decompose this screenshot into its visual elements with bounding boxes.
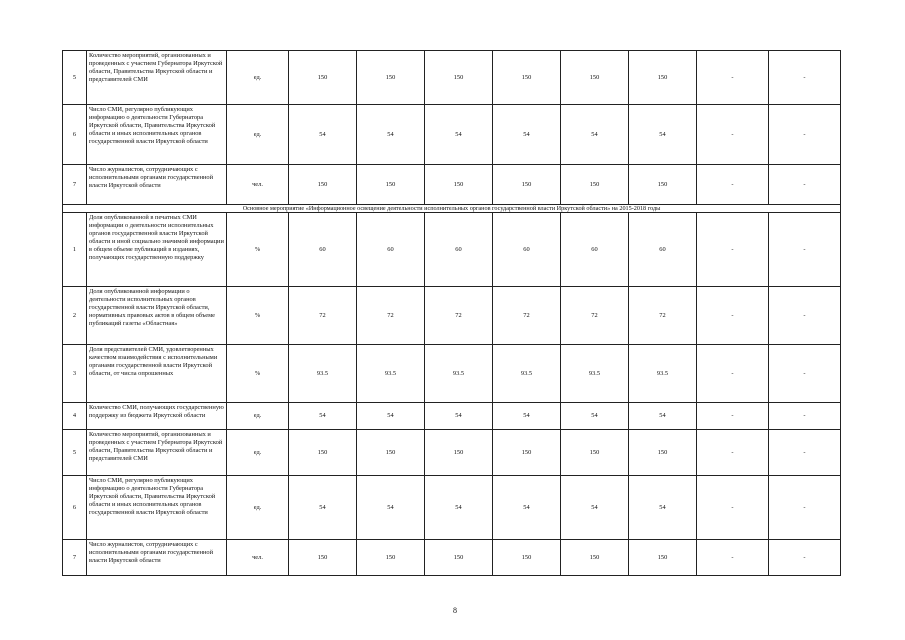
- table-row: [63, 51, 841, 105]
- unit-cell: чел.: [227, 540, 289, 576]
- section-title: Основное мероприятие «Информационное освещение деятельности исполнительных органов государственной власти Иркутской области» на 2015-2018 годы: [63, 205, 841, 213]
- value-cell: 54: [425, 105, 493, 165]
- value-cell: 150: [493, 540, 561, 576]
- value-cell: 150: [561, 51, 629, 105]
- unit-cell: ед.: [227, 476, 289, 540]
- value-cell: 54: [493, 403, 561, 430]
- value-cell: 54: [357, 476, 425, 540]
- value-cell: 60: [629, 213, 697, 287]
- value-cell: -: [697, 105, 769, 165]
- value-cell: 72: [561, 287, 629, 345]
- value-cell: 150: [425, 540, 493, 576]
- unit-cell: ед.: [227, 51, 289, 105]
- value-cell: 150: [357, 430, 425, 476]
- value-cell: 72: [629, 287, 697, 345]
- table-row: [63, 165, 841, 205]
- row-number: 6: [63, 476, 87, 540]
- value-cell: 60: [289, 213, 357, 287]
- unit-cell: чел.: [227, 165, 289, 205]
- value-cell: 93.5: [629, 345, 697, 403]
- value-cell: 72: [289, 287, 357, 345]
- value-cell: 93.5: [289, 345, 357, 403]
- row-number: 1: [63, 213, 87, 287]
- value-cell: 150: [561, 430, 629, 476]
- value-cell: -: [769, 213, 841, 287]
- indicator-name: Количество мероприятий, организованных и проведенных с участием Губернатора Иркутской области, Правительства Иркутской области и представителей СМИ: [87, 51, 227, 105]
- value-cell: 54: [561, 105, 629, 165]
- value-cell: -: [697, 51, 769, 105]
- document-page: [62, 50, 840, 576]
- value-cell: 150: [425, 430, 493, 476]
- table-row: [63, 476, 841, 540]
- row-number: 7: [63, 165, 87, 205]
- value-cell: 72: [425, 287, 493, 345]
- section-row: [63, 205, 841, 213]
- value-cell: 150: [493, 430, 561, 476]
- value-cell: 60: [561, 213, 629, 287]
- unit-cell: %: [227, 345, 289, 403]
- indicator-name: Доля опубликованной информации о деятельности исполнительных органов государственной власти Иркутской области, нормативных правовых актов в общем объеме публикаций газеты «Областная»: [87, 287, 227, 345]
- value-cell: -: [697, 540, 769, 576]
- value-cell: -: [697, 165, 769, 205]
- unit-cell: ед.: [227, 403, 289, 430]
- row-number: 2: [63, 287, 87, 345]
- value-cell: 150: [289, 540, 357, 576]
- indicator-name: Число журналистов, сотрудничающих с исполнительными органами государственной власти Иркутской области: [87, 540, 227, 576]
- value-cell: 54: [561, 403, 629, 430]
- value-cell: 150: [629, 165, 697, 205]
- section-body: [63, 205, 841, 213]
- row-number: 6: [63, 105, 87, 165]
- value-cell: 93.5: [425, 345, 493, 403]
- value-cell: 150: [493, 51, 561, 105]
- value-cell: 54: [357, 403, 425, 430]
- unit-cell: ед.: [227, 105, 289, 165]
- unit-cell: %: [227, 213, 289, 287]
- value-cell: -: [769, 430, 841, 476]
- value-cell: 60: [357, 213, 425, 287]
- value-cell: 54: [289, 403, 357, 430]
- table-row: [63, 540, 841, 576]
- table-row: [63, 430, 841, 476]
- value-cell: 150: [289, 430, 357, 476]
- value-cell: 54: [425, 476, 493, 540]
- value-cell: -: [769, 476, 841, 540]
- value-cell: 150: [561, 165, 629, 205]
- indicator-name: Количество СМИ, получающих государственную поддержку из бюджета Иркутской области: [87, 403, 227, 430]
- row-number: 5: [63, 51, 87, 105]
- value-cell: 150: [629, 540, 697, 576]
- table-body-top: [63, 51, 841, 205]
- value-cell: 54: [629, 476, 697, 540]
- indicators-table: [62, 50, 841, 576]
- value-cell: 150: [357, 165, 425, 205]
- row-number: 5: [63, 430, 87, 476]
- value-cell: 150: [289, 51, 357, 105]
- value-cell: 93.5: [357, 345, 425, 403]
- indicator-name: Доля представителей СМИ, удовлетворенных качеством взаимодействия с исполнительными органами государственной власти Иркутской области, от числа опрошенных: [87, 345, 227, 403]
- value-cell: -: [769, 287, 841, 345]
- indicator-name: Число СМИ, регулярно публикующих информацию о деятельности Губернатора Иркутской области, Правительства Иркутской области и иных исполнительных органов государственной власти Иркутской области: [87, 105, 227, 165]
- value-cell: -: [697, 430, 769, 476]
- value-cell: -: [769, 105, 841, 165]
- value-cell: -: [769, 51, 841, 105]
- value-cell: 93.5: [493, 345, 561, 403]
- value-cell: 150: [357, 51, 425, 105]
- table-row: [63, 287, 841, 345]
- value-cell: 54: [629, 105, 697, 165]
- value-cell: -: [769, 165, 841, 205]
- value-cell: 150: [425, 51, 493, 105]
- value-cell: 72: [493, 287, 561, 345]
- value-cell: -: [769, 540, 841, 576]
- value-cell: 54: [425, 403, 493, 430]
- value-cell: 60: [493, 213, 561, 287]
- value-cell: 72: [357, 287, 425, 345]
- value-cell: -: [697, 213, 769, 287]
- value-cell: 54: [289, 105, 357, 165]
- indicator-name: Число СМИ, регулярно публикующих информацию о деятельности Губернатора Иркутской области, Правительства Иркутской области и иных исполнительных органов государственной власти Иркутской области: [87, 476, 227, 540]
- value-cell: 54: [289, 476, 357, 540]
- value-cell: 150: [425, 165, 493, 205]
- row-number: 4: [63, 403, 87, 430]
- table-row: [63, 403, 841, 430]
- value-cell: 54: [629, 403, 697, 430]
- value-cell: 54: [357, 105, 425, 165]
- value-cell: 150: [561, 540, 629, 576]
- value-cell: 54: [493, 105, 561, 165]
- page-number: 8: [453, 606, 457, 615]
- value-cell: -: [769, 345, 841, 403]
- value-cell: 93.5: [561, 345, 629, 403]
- unit-cell: %: [227, 287, 289, 345]
- indicator-name: Количество мероприятий, организованных и проведенных с участием Губернатора Иркутской области, Правительства Иркутской области и представителей СМИ: [87, 430, 227, 476]
- indicator-name: Доля опубликованной в печатных СМИ информации о деятельности исполнительных органов государственной власти Иркутской области и иной социально значимой информации в общем объеме публикаций в изданиях, получающих государственную поддержку: [87, 213, 227, 287]
- value-cell: 150: [629, 51, 697, 105]
- value-cell: -: [697, 476, 769, 540]
- value-cell: 150: [289, 165, 357, 205]
- value-cell: 150: [493, 165, 561, 205]
- value-cell: 150: [357, 540, 425, 576]
- table-body-bottom: [63, 213, 841, 576]
- value-cell: -: [697, 403, 769, 430]
- row-number: 3: [63, 345, 87, 403]
- value-cell: -: [697, 287, 769, 345]
- value-cell: 54: [493, 476, 561, 540]
- indicator-name: Число журналистов, сотрудничающих с исполнительными органами государственной власти Иркутской области: [87, 165, 227, 205]
- value-cell: 60: [425, 213, 493, 287]
- table-row: [63, 105, 841, 165]
- table-row: [63, 345, 841, 403]
- unit-cell: ед.: [227, 430, 289, 476]
- value-cell: 54: [561, 476, 629, 540]
- value-cell: -: [697, 345, 769, 403]
- row-number: 7: [63, 540, 87, 576]
- table-row: [63, 213, 841, 287]
- value-cell: 150: [629, 430, 697, 476]
- value-cell: -: [769, 403, 841, 430]
